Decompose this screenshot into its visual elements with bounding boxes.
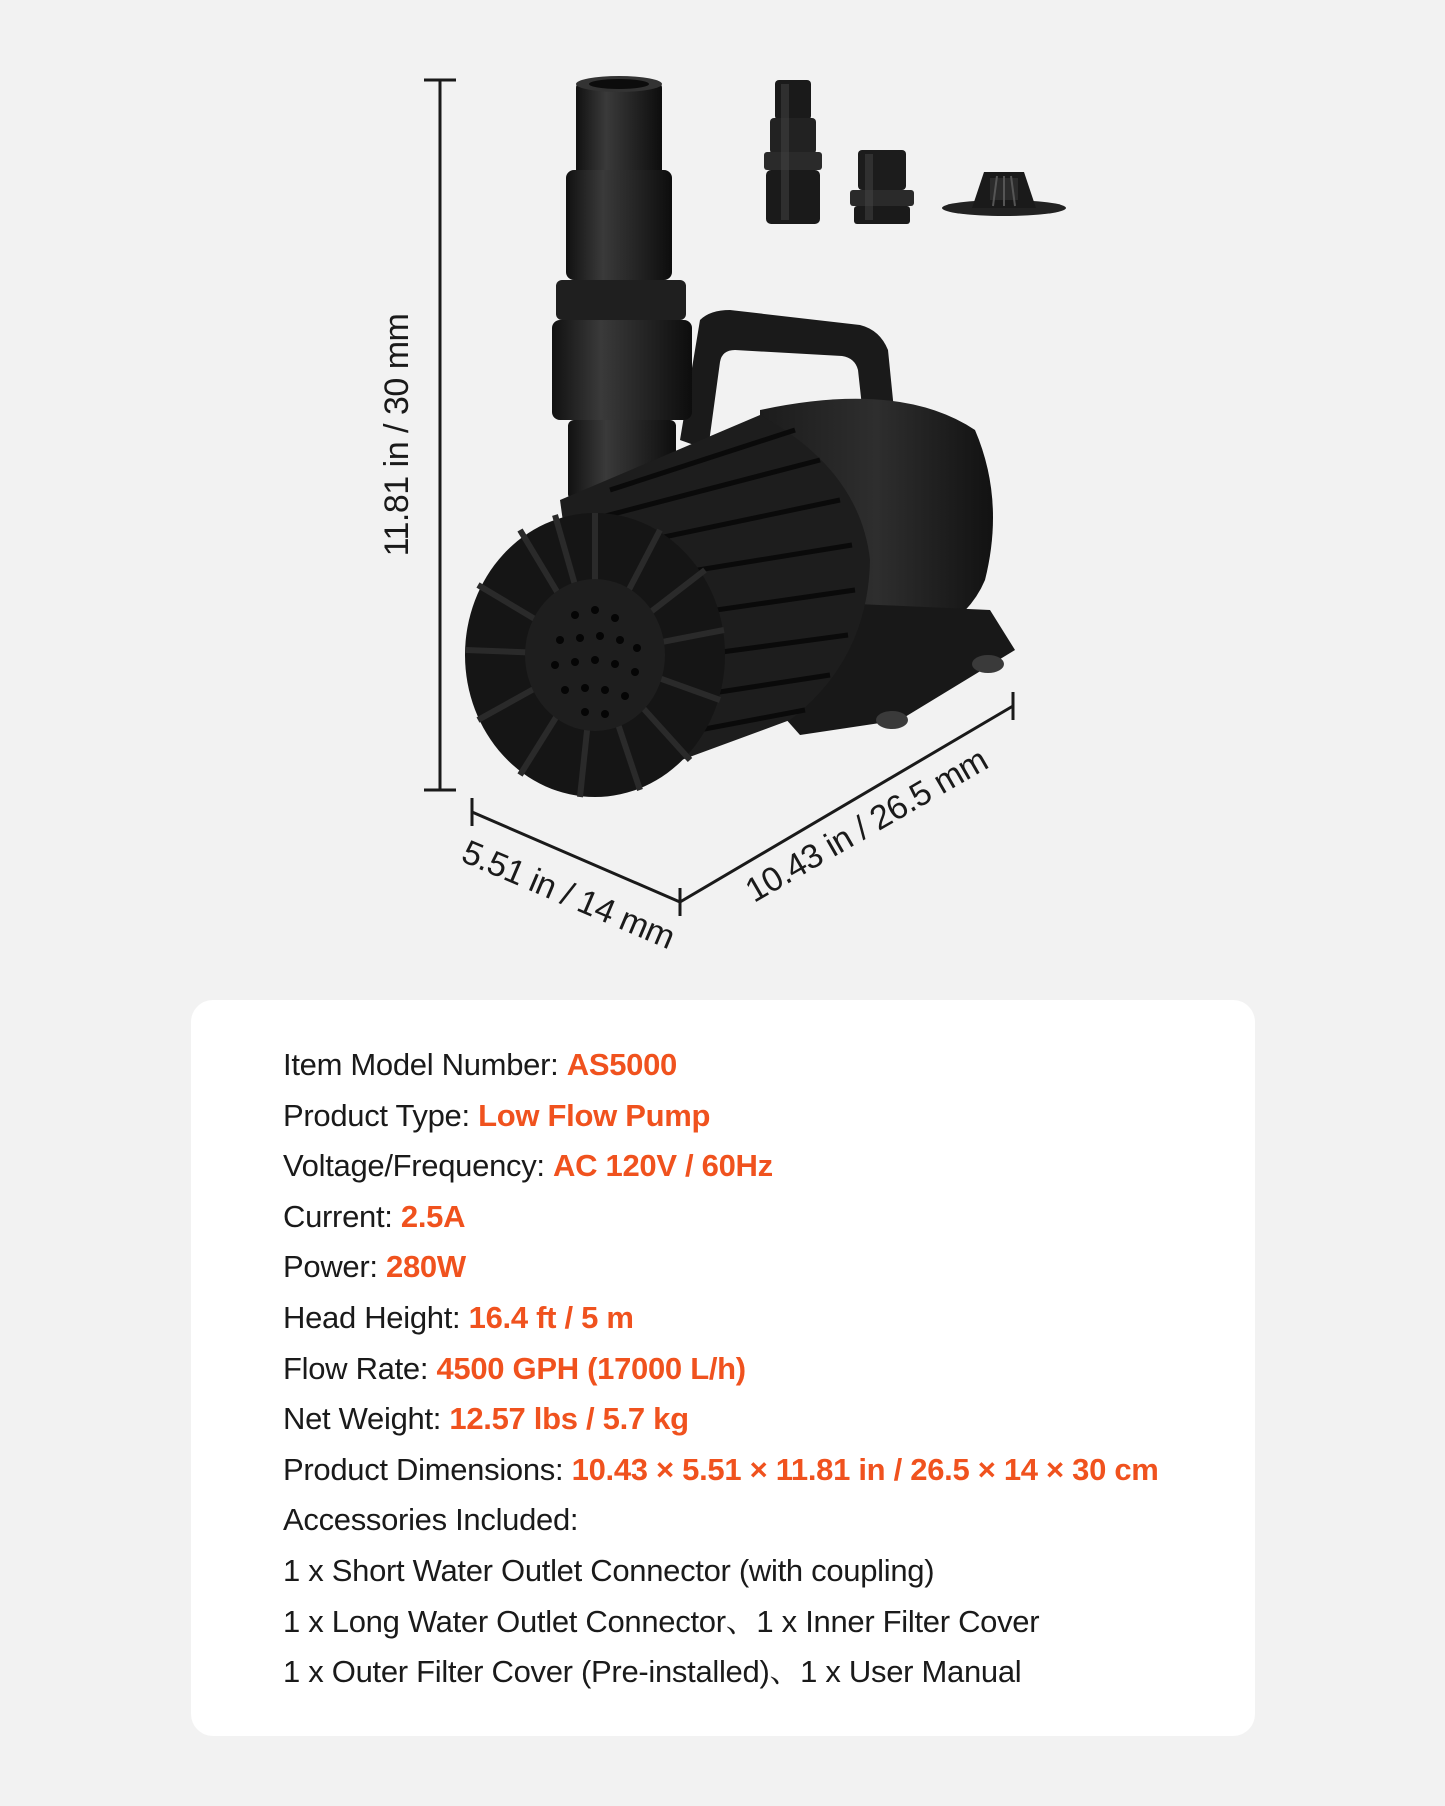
height-label: 11.81 in / 30 mm xyxy=(378,313,416,557)
spec-row xyxy=(283,1040,1159,1091)
spec-label: Power: xyxy=(283,1249,386,1285)
spec-value: 280W xyxy=(386,1249,466,1285)
long-outlet-connector-icon xyxy=(764,80,822,224)
accessories-heading: Accessories Included: xyxy=(283,1502,579,1538)
spec-value: 16.4 ft / 5 m xyxy=(468,1299,634,1335)
spec-label: Head Height: xyxy=(283,1299,469,1335)
spec-label: Product Type: xyxy=(283,1097,479,1133)
spec-value: 4500 GPH (17000 L/h) xyxy=(436,1350,746,1386)
pond-pump-illustration xyxy=(465,76,1015,797)
height-dimension-line xyxy=(424,80,456,790)
accessory-item: 1 x Long Water Outlet Connector、1 x Inner Filter Cover xyxy=(283,1603,1040,1639)
spec-list xyxy=(283,1040,1159,1698)
spec-value: AS5000 xyxy=(566,1047,677,1082)
spec-row xyxy=(283,1445,1159,1496)
accessory-item: 1 x Short Water Outlet Connector (with coupling) xyxy=(283,1552,935,1588)
spec-row xyxy=(283,1293,1159,1344)
length-label: 10.43 in / 26.5 mm xyxy=(738,740,995,911)
spec-row xyxy=(283,1192,1159,1243)
inner-filter-cover-icon xyxy=(942,172,1066,216)
spec-label: Product Dimensions: xyxy=(283,1451,572,1487)
spec-row xyxy=(283,1242,1159,1293)
spec-label: Net Weight: xyxy=(283,1401,450,1437)
spec-value: 2.5A xyxy=(400,1198,466,1234)
spec-value: AC 120V / 60Hz xyxy=(553,1148,773,1184)
spec-row xyxy=(283,1141,1159,1192)
spec-label: Item Model Number: xyxy=(283,1047,567,1082)
spec-value: 10.43 × 5.51 × 11.81 in / 26.5 × 14 × 30 cm xyxy=(571,1451,1159,1487)
spec-label: Flow Rate: xyxy=(283,1350,437,1386)
spec-row xyxy=(283,1091,1159,1142)
spec-value: Low Flow Pump xyxy=(478,1097,711,1133)
spec-label: Current: xyxy=(283,1198,401,1234)
spec-row xyxy=(283,1394,1159,1445)
spec-card xyxy=(191,1000,1255,1736)
spec-row xyxy=(283,1344,1159,1395)
short-outlet-connector-icon xyxy=(850,150,914,224)
accessory-item: 1 x Outer Filter Cover (Pre-installed)、1 x User Manual xyxy=(283,1654,1022,1690)
spec-label: Voltage/Frequency: xyxy=(283,1148,554,1184)
width-label: 5.51 in / 14 mm xyxy=(456,833,681,957)
spec-value: 12.57 lbs / 5.7 kg xyxy=(449,1401,689,1437)
